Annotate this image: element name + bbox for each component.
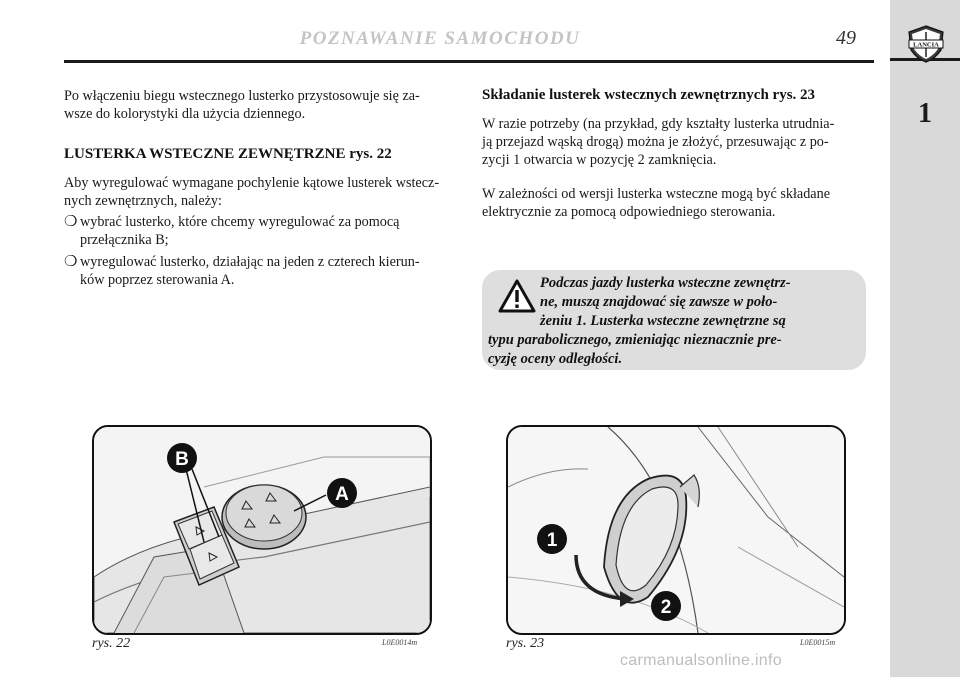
warning-line-5: cyzję oceny odległości. [488,351,623,367]
mirror-folding-illustration [508,427,844,633]
list-item-line-1: wybrać lusterko, które chcemy wyregulować za pomocą [80,214,400,230]
list-item-line-2: ków poprzez sterowania A. [80,272,235,288]
folding-paragraph-line-2: ją przejazd wąską drogą) można je złożyć, przesuwając z po- [482,134,829,150]
header-rule [64,60,874,63]
warning-line-2: ne, muszą znajdować się zawsze w poło- [540,294,778,310]
list-item-line-1: wyregulować lusterko, działając na jeden z czterech kierun- [80,254,420,270]
watermark: carmanualsonline.info [620,652,782,669]
label-1: 1 [546,530,558,551]
intro-line-2: wsze do kolorystyki dla użycia dziennego. [64,106,306,122]
figure-23-caption: rys. 23 [506,636,545,651]
warning-text [488,274,860,369]
figure-22-code: L0E0014m [382,638,418,647]
mirror-adjust-knob [222,485,306,549]
electric-folding-line-2: elektrycznie za pomocą odpowiedniego sterowania. [482,204,776,220]
list-item-line-2: przełącznika B; [80,232,169,248]
electric-folding-line-1: W zależności od wersji lusterka wsteczne mogą być składane [482,186,830,202]
figure-23-code: L0E0015m [800,638,836,647]
heading-exterior-mirrors: LUSTERKA WSTECZNE ZEWNĘTRZNE rys. 22 [64,146,392,162]
intro-line-1: Po włączeniu biegu wstecznego lusterko przystosowuje się za- [64,88,420,104]
figure-22-caption: rys. 22 [92,636,131,651]
mirror-controls-illustration [94,427,430,633]
bullet-circle-icon: ❍ [64,254,78,270]
label-b: B [175,449,189,470]
warning-line-1: Podczas jazdy lusterka wsteczne zewnętrz- [540,275,791,291]
heading-folding-mirrors: Składanie lusterek wstecznych zewnętrznych rys. 23 [482,87,816,103]
chapter-number: 1 [918,98,932,129]
warning-line-4: typu parabolicznego, zmieniając nieznacznie pre- [488,332,782,348]
list-item [64,213,454,249]
figure-mirror-controls [92,425,432,635]
lancia-logo-icon [905,24,947,64]
logo-lettering: LANCIA [913,41,939,49]
adjust-paragraph-line-2: nych zewnętrznych, należy: [64,193,222,209]
warning-line-3: żeniu 1. Lusterka wsteczne zewnętrzne są [540,313,786,329]
page-number: 49 [836,27,856,49]
figure-mirror-folding [506,425,846,635]
adjust-paragraph-line-1: Aby wyregulować wymagane pochylenie kątowe lusterek wstecz- [64,175,440,191]
folding-paragraph-line-3: zycji 1 otwarcia w pozycję 2 zamknięcia. [482,152,717,168]
label-2: 2 [660,597,672,618]
section-title: POZNAWANIE SAMOCHODU [299,28,581,49]
folding-paragraph-line-1: W razie potrzeby (na przykład, gdy kształty lusterka utrudnia- [482,116,835,132]
label-a: A [335,484,349,505]
list-item [64,253,454,289]
bullet-circle-icon: ❍ [64,214,78,230]
